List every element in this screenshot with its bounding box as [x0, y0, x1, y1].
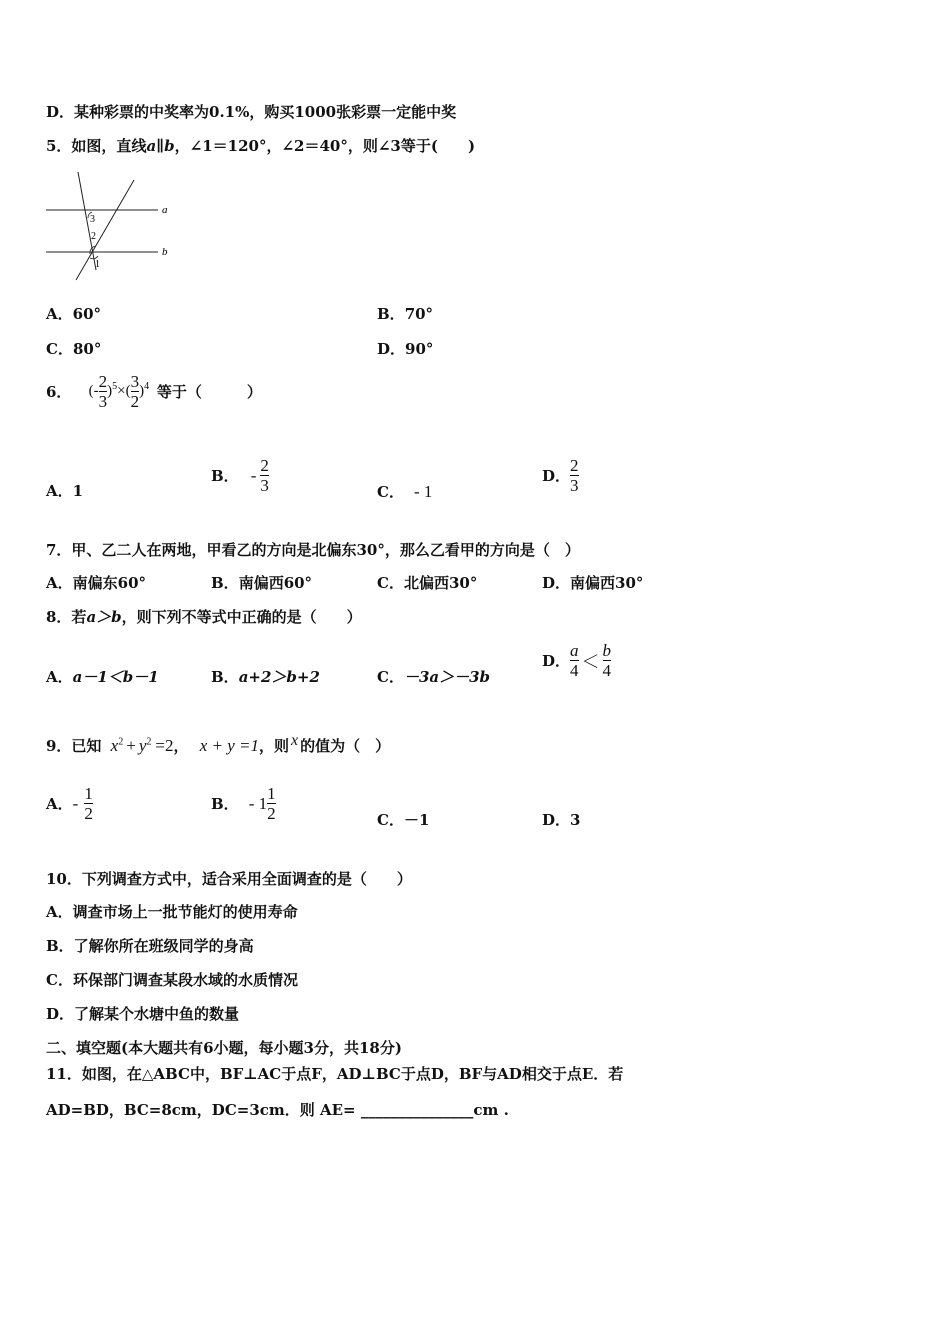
text: a+2＞b+2 — [238, 668, 320, 686]
angle-3-label: 3 — [90, 214, 95, 225]
rp: ) — [139, 382, 145, 399]
num: 3 — [130, 372, 140, 391]
den: 4 — [570, 661, 579, 680]
q10-stem: 10．下列调查方式中，适合采用全面调查的是（ ） — [46, 870, 412, 888]
x: x — [110, 736, 119, 755]
frac — [84, 784, 93, 823]
q5-option-d[interactable] — [377, 339, 433, 359]
transversal-2 — [76, 180, 134, 280]
den: 2 — [267, 804, 276, 823]
q5-stem — [46, 136, 475, 156]
tag: B． — [211, 574, 239, 592]
text: 南偏东60° — [72, 574, 147, 592]
tail: 的值为（ ） — [300, 737, 391, 755]
q6-number: 6． — [46, 383, 72, 401]
text: - 1 — [413, 482, 433, 501]
prefix: 9．已知 — [46, 737, 102, 755]
text: 3 — [570, 811, 581, 829]
q6-option-b[interactable] — [211, 456, 269, 495]
text: －3a＞－3b — [403, 668, 491, 686]
text: 北偏西30° — [403, 574, 478, 592]
whole: - 1 — [248, 793, 268, 813]
num: b — [602, 641, 612, 660]
q7-option-d[interactable] — [542, 573, 643, 593]
q5-parallel: ∥ — [156, 137, 165, 155]
relation: ＜ — [581, 651, 600, 672]
exp: 5 — [112, 380, 118, 392]
angle-1-label: 1 — [95, 259, 100, 270]
tag: B． — [211, 795, 239, 813]
text: 60° — [72, 305, 102, 323]
q5-var-a: a — [146, 137, 157, 155]
q9-option-b[interactable] — [211, 784, 276, 823]
q11-line-2: AD=BD，BC=8cm，DC=3cm．则 AE= _______________cm . — [46, 1101, 509, 1119]
q9-stem — [46, 732, 390, 756]
mid: ，则 — [259, 737, 290, 755]
sign: - — [72, 793, 79, 813]
num: 2 — [260, 456, 269, 475]
q10-option-b[interactable]: B．了解你所在班级同学的身高 — [46, 937, 254, 955]
den: 2 — [130, 392, 140, 411]
sign: - — [250, 465, 257, 485]
suffix: ，则下列不等式中正确的是（ ） — [121, 608, 362, 626]
den: 3 — [98, 392, 108, 411]
q10-option-a[interactable]: A．调查市场上一批节能灯的使用寿命 — [46, 903, 298, 921]
tag: A． — [46, 795, 73, 813]
frac-3-2 — [131, 372, 140, 411]
text: －1 — [403, 811, 430, 829]
den: 3 — [260, 476, 269, 495]
rp: ) — [107, 382, 113, 399]
tag: D． — [542, 811, 571, 829]
section-2-heading: 二、填空题(本大题共有6小题，每小题3分，共18分) — [46, 1039, 402, 1057]
tag: B． — [377, 305, 405, 323]
frac-2-3 — [99, 372, 108, 411]
q9-eq2: x + y =1 — [199, 736, 259, 755]
q6-option-a[interactable] — [46, 481, 83, 501]
exp: 4 — [144, 380, 150, 392]
exp: 2 — [146, 736, 152, 748]
text: 南偏西60° — [238, 574, 313, 592]
q9-eq1 — [111, 736, 174, 755]
lp: (- — [88, 382, 99, 399]
den: 4 — [602, 661, 612, 680]
q5-figure — [40, 168, 180, 286]
q5-rest: ，∠1＝120°，∠2＝40°，则∠3等于( ) — [174, 137, 476, 155]
q7-stem: 7．甲、乙二人在两地，甲看乙的方向是北偏东30°，那么乙看甲的方向是（ ） — [46, 541, 580, 559]
num: 2 — [98, 372, 108, 391]
label-b: b — [162, 246, 168, 258]
y: y — [138, 736, 147, 755]
q6-tail: 等于（ ） — [156, 383, 262, 401]
label-a: a — [162, 204, 168, 216]
num: 2 — [570, 456, 579, 475]
num: a — [570, 641, 579, 660]
q7-option-a[interactable] — [46, 573, 146, 593]
tag: C． — [377, 574, 404, 592]
condition: a＞b — [86, 608, 122, 626]
text: 80° — [72, 340, 102, 358]
tag: A． — [46, 305, 73, 323]
q9-option-d[interactable] — [542, 810, 580, 830]
frac-b-4 — [603, 641, 612, 680]
text: 1 — [72, 482, 84, 500]
var-x: x — [291, 732, 299, 749]
text: 70° — [404, 305, 434, 323]
q7-option-b[interactable] — [211, 573, 312, 593]
q7-option-c[interactable] — [377, 573, 477, 593]
q8-option-b[interactable] — [211, 667, 320, 687]
angle-2-label: 2 — [91, 231, 96, 242]
q6-option-c[interactable] — [377, 482, 432, 502]
den: 3 — [570, 476, 579, 495]
tag: A． — [46, 482, 73, 500]
text: 南偏西30° — [570, 574, 644, 592]
frac — [267, 784, 276, 823]
q8-option-a[interactable] — [46, 667, 159, 687]
q5-prefix: 5．如图，直线 — [46, 137, 147, 155]
q5-var-b: b — [164, 137, 175, 155]
exp: 2 — [118, 736, 124, 748]
q8-option-d[interactable] — [542, 641, 611, 680]
tag: D． — [377, 340, 406, 358]
q5-option-b[interactable] — [377, 304, 433, 324]
q10-option-d[interactable]: D．了解某个水塘中鱼的数量 — [46, 1005, 240, 1023]
q4-option-d: D．某种彩票的中奖率为0.1%，购买1000张彩票一定能中奖 — [46, 103, 457, 121]
sep: ， — [173, 737, 189, 755]
tag: A． — [46, 668, 73, 686]
tag: B． — [211, 467, 239, 485]
q9-option-c[interactable] — [377, 810, 429, 830]
den: 2 — [84, 804, 93, 823]
tag: C． — [46, 340, 73, 358]
q6-option-d[interactable] — [542, 456, 579, 495]
q6-stem — [46, 372, 262, 411]
frac — [260, 456, 269, 495]
q11-line-1: 11．如图，在△ABC中，BF⊥AC于点F，AD⊥BC于点D，BF与AD相交于点E．若 — [46, 1065, 624, 1083]
tag: A． — [46, 574, 73, 592]
prefix: 8．若 — [46, 608, 87, 626]
text: a－1＜b－1 — [72, 668, 159, 686]
tag: C． — [377, 811, 404, 829]
tag: D． — [542, 574, 571, 592]
q8-option-c[interactable] — [377, 667, 490, 687]
tag: D． — [542, 652, 571, 670]
times: ×( — [117, 382, 131, 399]
q5-option-a[interactable] — [46, 304, 101, 324]
tag: D． — [542, 467, 571, 485]
q8-stem — [46, 607, 362, 627]
tag: C． — [377, 668, 404, 686]
q10-option-c[interactable]: C．环保部门调查某段水域的水质情况 — [46, 971, 298, 989]
tag: C． — [377, 483, 404, 501]
num: 1 — [267, 784, 276, 803]
q9-option-a[interactable] — [46, 784, 93, 823]
rhs: =2 — [155, 736, 174, 755]
text: 90° — [405, 340, 434, 358]
q5-option-c[interactable] — [46, 339, 101, 359]
frac — [570, 456, 579, 495]
plus: + — [126, 736, 136, 755]
tag: B． — [211, 668, 239, 686]
frac-a-4 — [570, 641, 579, 680]
num: 1 — [84, 784, 93, 803]
q6-expression — [88, 372, 153, 411]
